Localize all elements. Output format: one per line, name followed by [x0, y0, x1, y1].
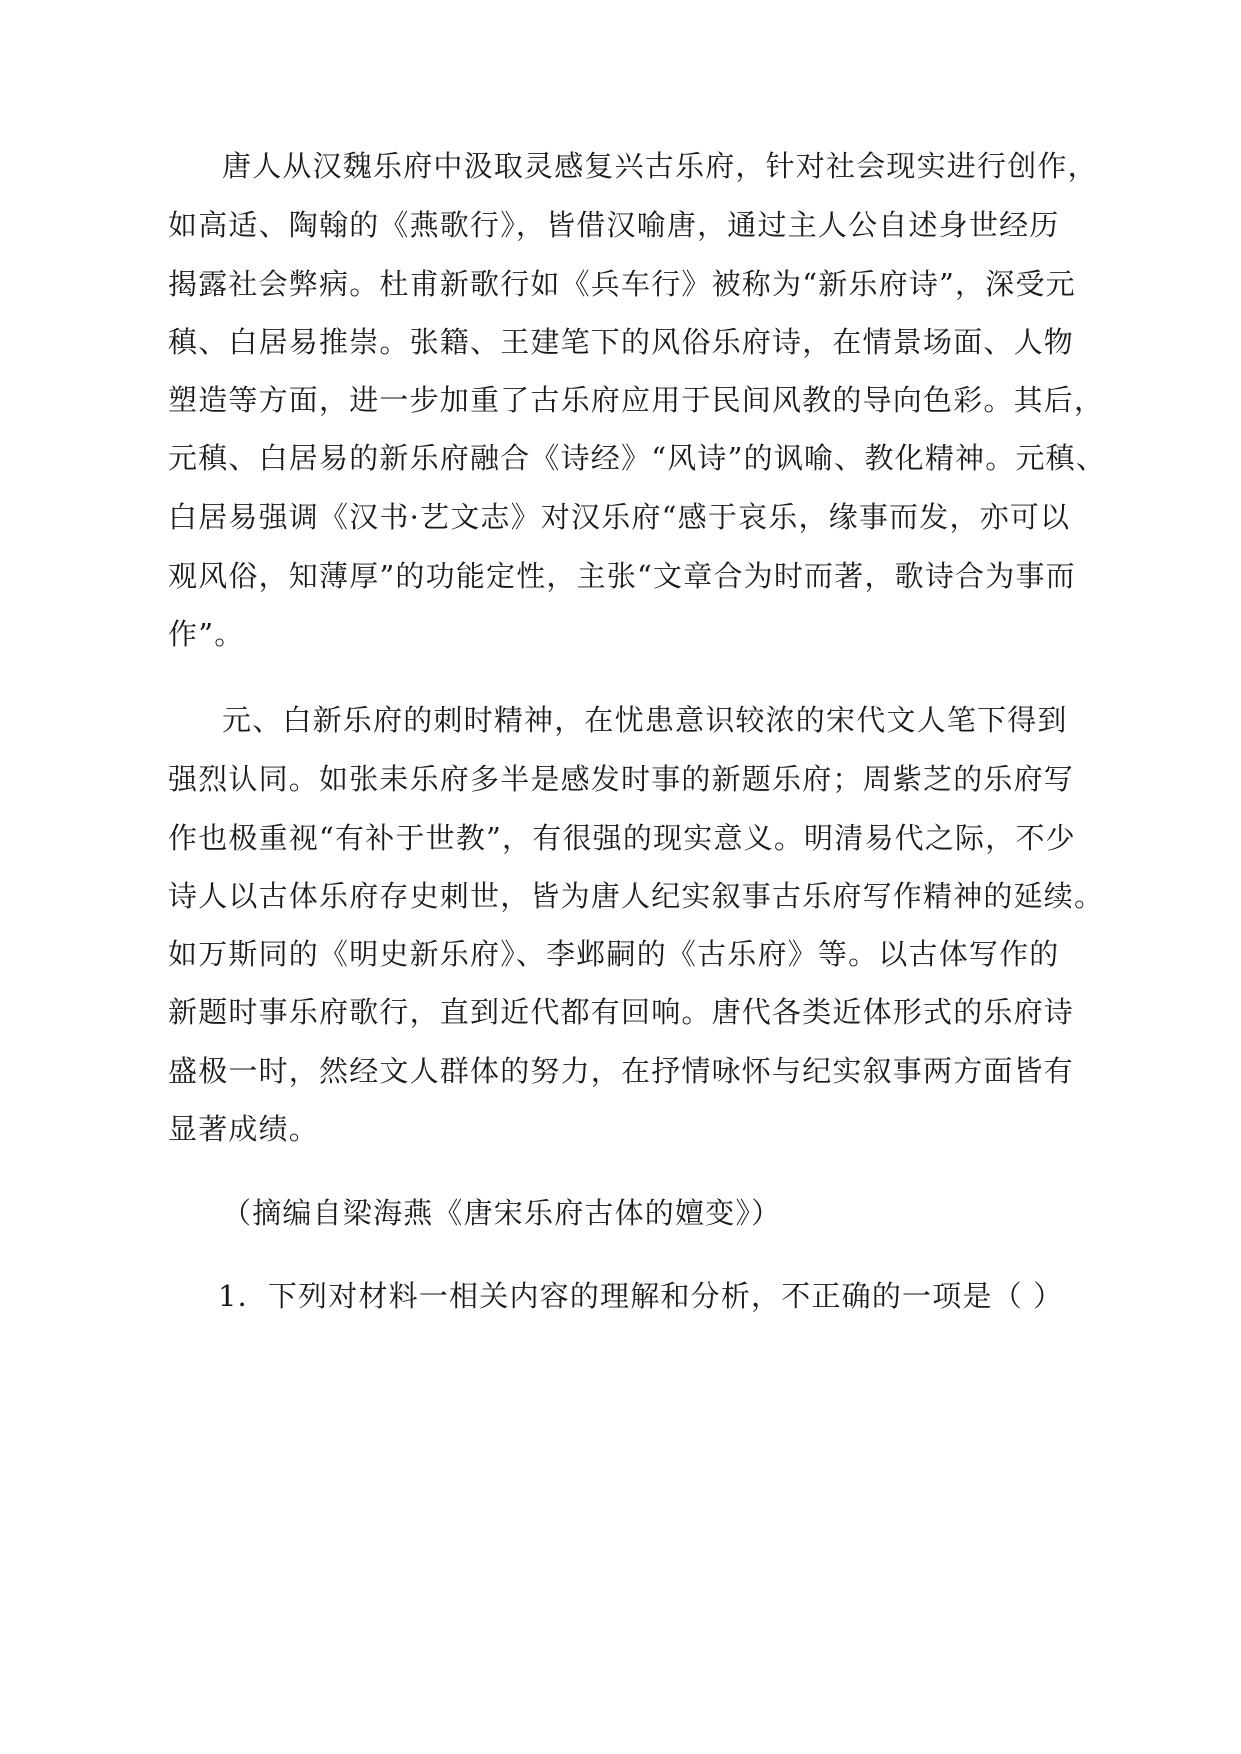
paragraph-line: 元、白新乐府的刺时精神，在忧患意识较浓的宋代文人笔下得到 — [222, 703, 1068, 737]
paragraph-line: 观风俗，知薄厚”的功能定性，主张“文章合为时而著，歌诗合为事而 — [168, 559, 1076, 593]
paragraph-line: 揭露社会弊病。杜甫新歌行如《兵车行》被称为“新乐府诗”，深受元 — [168, 267, 1076, 301]
paragraph-line: 新题时事乐府歌行，直到近代都有回响。唐代各类近体形式的乐府诗 — [168, 995, 1075, 1029]
paragraph-line: 作”。 — [168, 617, 245, 651]
paragraph-line: 稹、白居易推崇。张籍、王建笔下的风俗乐府诗，在情景场面、人物 — [168, 325, 1075, 359]
paragraph-line: 强烈认同。如张耒乐府多半是感发时事的新题乐府；周紫芝的乐府写 — [168, 762, 1075, 796]
paragraph-line: 作也极重视“有补于世教”，有很强的现实意义。明清易代之际，不少 — [168, 821, 1076, 855]
paragraph-line: 元稹、白居易的新乐府融合《诗经》“风诗”的讽喻、教化精神。元稹、 — [168, 441, 1107, 475]
paragraph-line: 塑造等方面，进一步加重了古乐府应用于民间风教的导向色彩。其后， — [168, 383, 1105, 417]
paragraph-line: 白居易强调《汉书·艺文志》对汉乐府“感于哀乐，缘事而发，亦可以 — [168, 500, 1071, 534]
paragraph-line: 如高适、陶翰的《燕歌行》，皆借汉喻唐，通过主人公自述身世经历 — [168, 208, 1060, 242]
question-1: 1．下列对材料一相关内容的理解和分析，不正确的一项是（ ） — [218, 1279, 1064, 1313]
paragraph-line: 显著成绩。 — [168, 1112, 320, 1146]
paragraph-line: 诗人以古体乐府存史刺世，皆为唐人纪实叙事古乐府写作精神的延续。 — [168, 879, 1105, 913]
paragraph-line: 如万斯同的《明史新乐府》、李邺嗣的《古乐府》等。以古体写作的 — [168, 937, 1060, 971]
paragraph-line: 盛极一时，然经文人群体的努力，在抒情咏怀与纪实叙事两方面皆有 — [168, 1054, 1075, 1088]
citation: （摘编自梁海燕《唐宋乐府古体的嬗变》） — [222, 1196, 782, 1230]
paragraph-line: 唐人从汉魏乐府中汲取灵感复兴古乐府，针对社会现实进行创作， — [222, 149, 1098, 183]
